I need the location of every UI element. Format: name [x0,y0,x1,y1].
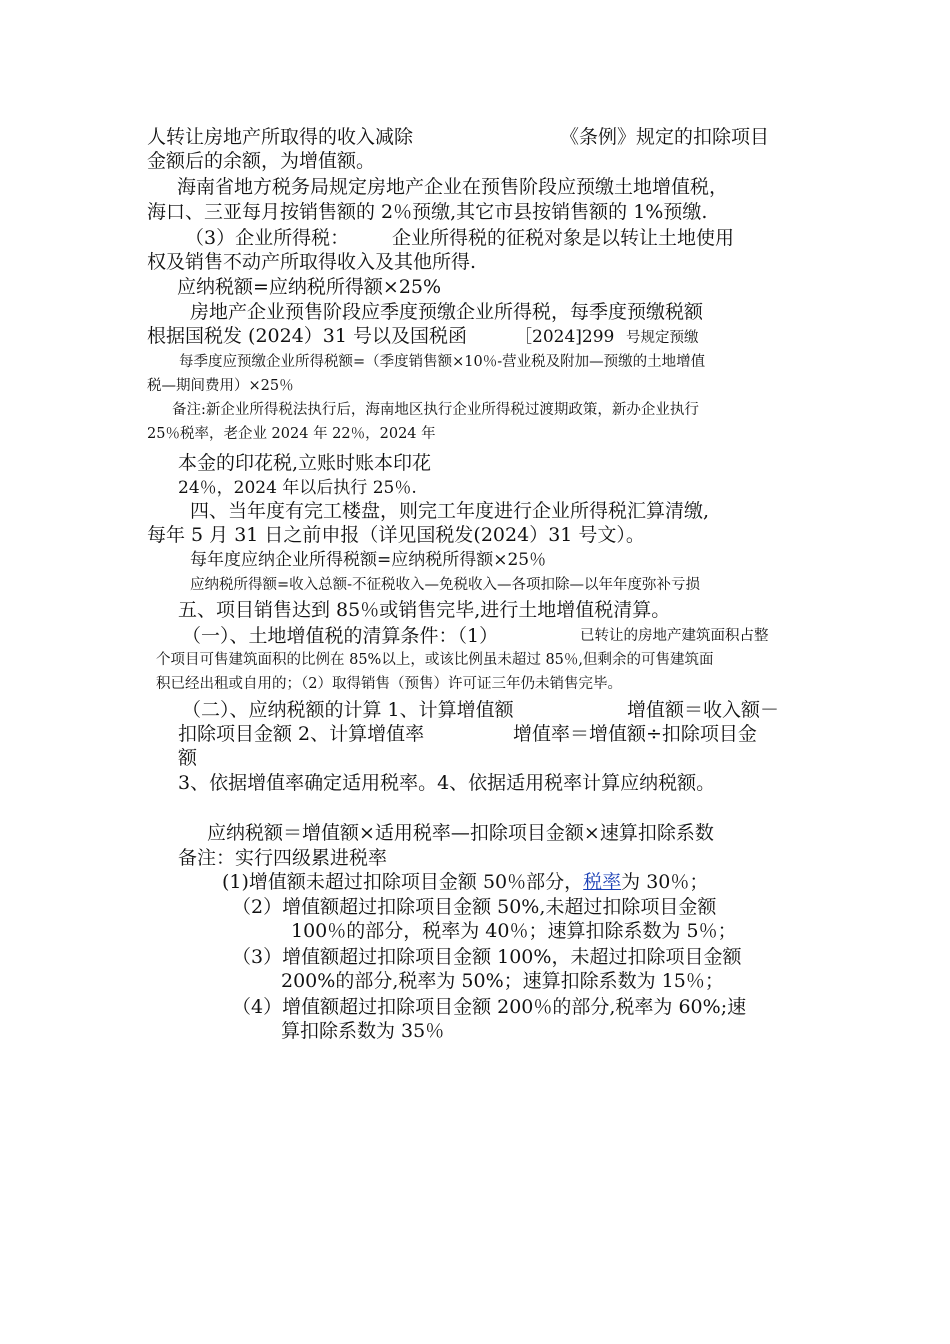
text-line-5a: （3）企业所得税： [185,227,350,249]
text-line-17: 每年 5 月 31 日之前申报（详见国税发(2024）31 号文）。 [147,524,645,546]
text-line-13: 25％税率，老企业 2024 年 22％，2024 年 [147,426,436,442]
text-line-12: 备注:新企业所得税法执行后，海南地区执行企业所得税过渡期政策，新办企业执行 [172,402,699,418]
text-line-3: 海南省地方税务局规定房地产企业在预售阶段应预缴土地增值税， [177,176,729,198]
text-line-25b: 增值率＝增值额÷扣除项目金 [513,723,757,745]
text-line-31: （2）增值额超过扣除项目金额 50%,未超过扣除项目金额 [232,896,717,918]
text-line-32: 100％的部分，税率为 40％；速算扣除系数为 5％； [291,920,737,942]
text-line-11: 税—期间费用）×25％ [147,378,294,394]
text-line-35: （4）增值额超过扣除项目金额 200％的部分,税率为 60%;速 [232,996,747,1018]
text-line-4: 海口、三亚每月按销售额的 2％预缴,其它市县按销售额的 1%预缴. [147,201,708,223]
text-line-36: 算扣除系数为 35％ [281,1020,445,1042]
text-line-30b: 为 30％； [621,871,709,893]
text-line-22: 个项目可售建筑面积的比例在 85%以上，或该比例虽未超过 85％,但剩余的可售建筑面 [156,652,714,668]
text-line-20: 五、项目销售达到 85％或销售完毕,进行土地增值税清算。 [178,599,671,621]
text-line-9a: 根据国税发 (2024）31 号以及国税函 [147,325,468,347]
text-line-21b: 已转让的房地产建筑面积占整 [580,628,769,644]
text-line-19: 应纳税所得额=收入总额-不征税收入—免税收入—各项扣除—以年年度弥补亏损 [190,577,701,593]
text-line-2: 金额后的余额，为增值额。 [147,150,376,172]
text-line-24b: 增值额＝收入额－ [627,699,780,721]
text-line-1a: 人转让房地产所取得的收入减除 [147,126,414,148]
text-line-26: 额 [178,747,198,769]
text-line-7: 应纳税额=应纳税所得额×25% [177,276,442,298]
tax-rate-link[interactable]: 税率 [583,871,622,893]
text-line-28: 应纳税额＝增值额×适用税率—扣除项目金额×速算扣除系数 [207,822,714,844]
text-line-29: 备注：实行四级累进税率 [178,847,388,869]
text-line-10: 每季度应预缴企业所得税额=（季度销售额×10％-营业税及附加—预缴的土地增值 [179,354,706,370]
text-line-34: 200%的部分,税率为 50%；速算扣除系数为 15％； [281,970,724,992]
text-line-15: 24％，2024 年以后执行 25％. [178,478,417,498]
text-line-6: 权及销售不动产所取得收入及其他所得. [147,251,477,273]
text-line-5b: 企业所得税的征税对象是以转让土地使用 [392,227,735,249]
text-line-9c: 号规定预缴 [626,330,699,346]
text-line-33: （3）增值额超过扣除项目金额 100%，未超过扣除项目金额 [232,946,742,968]
text-line-24a: （二）、应纳税额的计算 1、计算增值额 [182,699,514,721]
text-line-21a: （一）、土地增值税的清算条件：（1） [182,625,499,647]
text-line-18: 每年度应纳企业所得税额=应纳税所得额×25％ [190,550,547,570]
text-line-23: 积已经出租或自用的；（2）取得销售（预售）许可证三年仍未销售完毕。 [156,676,622,692]
text-line-16: 四、当年度有完工楼盘，则完工年度进行企业所得税汇算清缴, [190,500,710,522]
text-line-1b: 《条例》规定的扣除项目 [560,126,770,148]
text-line-14: 本金的印花税,立账时账本印花 [178,452,432,474]
text-line-8: 房地产企业预售阶段应季度预缴企业所得税，每季度预缴税额 [190,301,704,323]
text-line-9b: ［2024]299 [515,327,615,347]
text-line-30 [222,871,708,894]
text-line-25a: 扣除项目金额 2、计算增值率 [178,723,425,745]
text-line-30a: (1)增值额未超过扣除项目金额 50％部分， [222,871,584,893]
text-line-27: 3、依据增值率确定适用税率。4、依据适用税率计算应纳税额。 [178,772,716,794]
